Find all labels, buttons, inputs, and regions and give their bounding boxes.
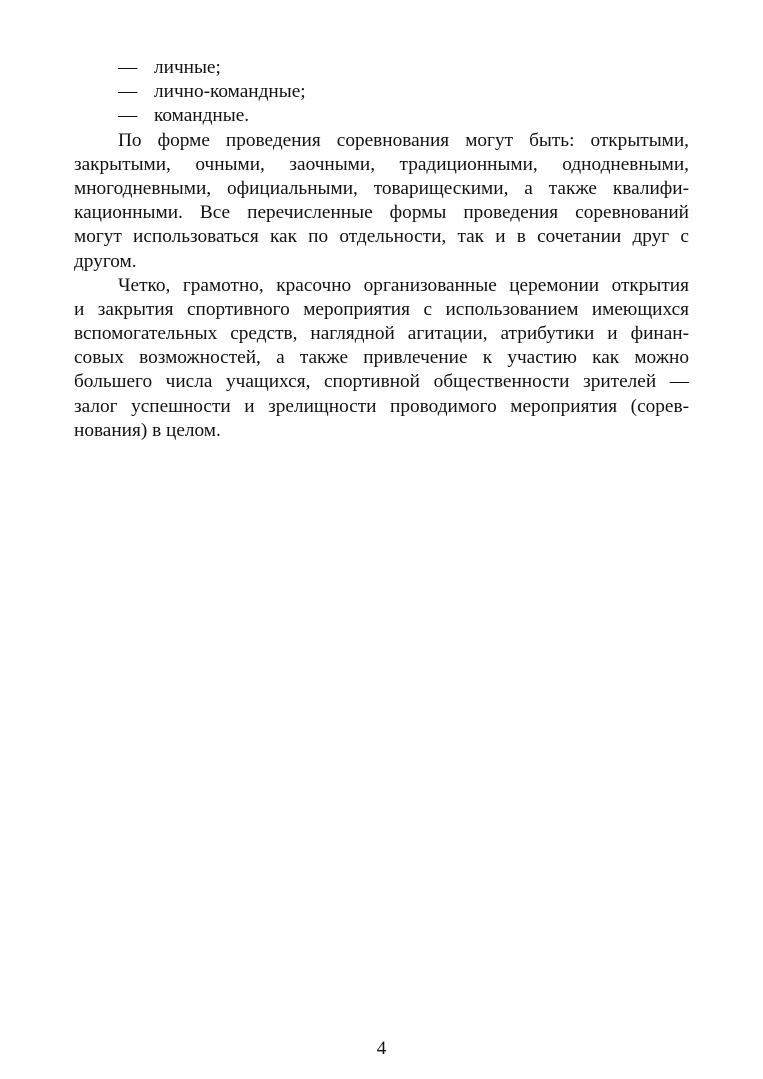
list-item-text: личные;: [154, 57, 221, 78]
list-dash: —: [118, 105, 138, 127]
list-item-text: лично-командные;: [154, 81, 306, 103]
paragraph-line: залог успешности и зрелищности проводимого мероприятия (сорев-: [74, 395, 689, 417]
paragraph-line: нования) в целом.: [74, 419, 221, 441]
paragraph-line: и закрытия спортивного мероприятия с использованием имеющихся: [74, 298, 689, 320]
paragraph-line: вспомогательных средств, наглядной агитации, атрибутики и финан-: [74, 323, 689, 345]
paragraph-line: По форме проведения соревнования могут быть: открытыми,: [118, 129, 689, 151]
paragraph-competition-forms: [74, 129, 689, 274]
body-text: [74, 56, 689, 443]
list-dash: —: [118, 81, 138, 103]
list-dash: —: [118, 57, 138, 78]
list-item: [74, 56, 689, 80]
paragraph-line: Четко, грамотно, красочно организованные церемонии открытия: [118, 274, 689, 296]
paragraph-ceremonies: [74, 274, 689, 443]
paragraph-line: кационными. Все перечисленные формы проведения соревнований: [74, 202, 689, 224]
list-item: [74, 80, 689, 104]
paragraph-line: закрытыми, очными, заочными, традиционными, однодневными,: [74, 153, 689, 175]
list-item: [74, 104, 689, 128]
paragraph-line: могут использоваться как по отдельности, так и в сочетании друг с: [74, 226, 689, 248]
paragraph-line: другом.: [74, 250, 137, 272]
bullet-list: [74, 56, 689, 129]
page-number: 4: [376, 1038, 387, 1059]
list-item-text: командные.: [154, 105, 250, 127]
paragraph-line: большего числа учащихся, спортивной общественности зрителей —: [74, 371, 689, 393]
paragraph-line: многодневными, официальными, товарищескими, а также квалифи-: [74, 177, 689, 199]
paragraph-line: совых возможностей, а также привлечение к участию как можно: [74, 347, 689, 369]
